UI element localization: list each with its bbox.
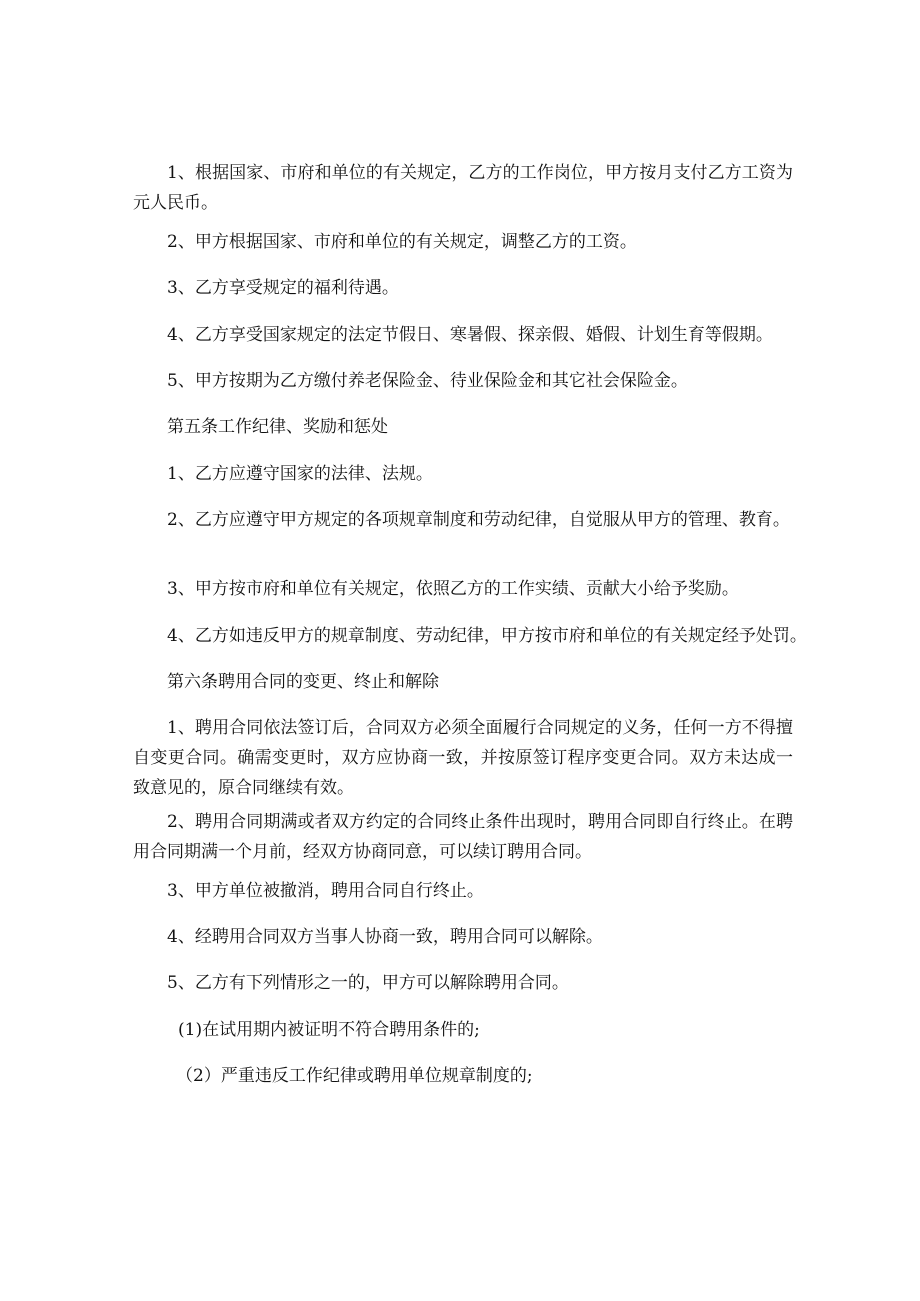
paragraph-salary-adjustment: 2、甲方根据国家、市府和单位的有关规定，调整乙方的工资。 — [167, 232, 637, 252]
paragraph-punishment: 4、乙方如违反甲方的规章制度、劳动纪律，甲方按市府和单位的有关规定经予处罚。 — [167, 626, 807, 646]
paragraph-termination-conditions: 5、乙方有下列情形之一的，甲方可以解除聘用合同。 — [167, 973, 569, 993]
subitem-discipline-violation: （2）严重违反工作纪律或聘用单位规章制度的; — [176, 1066, 533, 1086]
paragraph-contract-expiry: 2、聘用合同期满或者双方约定的合同终止条件出现时，聘用合同即自行终止。在聘用合同期满一个月前，经双方协商同意，可以续订聘用合同。 — [133, 812, 793, 862]
paragraph-obey-rules: 2、乙方应遵守甲方规定的各项规章制度和劳动纪律，自觉服从甲方的管理、教育。 — [167, 510, 790, 530]
paragraph-holidays: 4、乙方享受国家规定的法定节假日、寒暑假、探亲假、婚假、计划生育等假期。 — [167, 325, 773, 345]
paragraph-insurance: 5、甲方按期为乙方缴付养老保险金、待业保险金和其它社会保险金。 — [167, 371, 688, 391]
paragraph-contract-change: 1、聘用合同依法签订后，合同双方必须全面履行合同规定的义务，任何一方不得擅自变更合同。确需变更时，双方应协商一致，并按原签订程序变更合同。双方未达成一致意见的，原合同继续有效。 — [133, 718, 793, 798]
section-heading-article-5: 第五条工作纪律、奖励和惩处 — [167, 417, 388, 437]
paragraph-obey-law: 1、乙方应遵守国家的法律、法规。 — [167, 464, 433, 484]
paragraph-salary: 1、根据国家、市府和单位的有关规定，乙方的工作岗位，甲方按月支付乙方工资为元人民币。 — [133, 163, 793, 213]
paragraph-mutual-termination: 4、经聘用合同双方当事人协商一致，聘用合同可以解除。 — [167, 927, 603, 947]
paragraph-reward: 3、甲方按市府和单位有关规定，依照乙方的工作实绩、贡献大小给予奖励。 — [167, 579, 739, 599]
paragraph-unit-revoked: 3、甲方单位被撤消，聘用合同自行终止。 — [167, 881, 484, 901]
subitem-probation: (1)在试用期内被证明不符合聘用条件的; — [178, 1020, 480, 1040]
paragraph-welfare: 3、乙方享受规定的福利待遇。 — [167, 278, 399, 298]
section-heading-article-6: 第六条聘用合同的变更、终止和解除 — [167, 672, 439, 692]
